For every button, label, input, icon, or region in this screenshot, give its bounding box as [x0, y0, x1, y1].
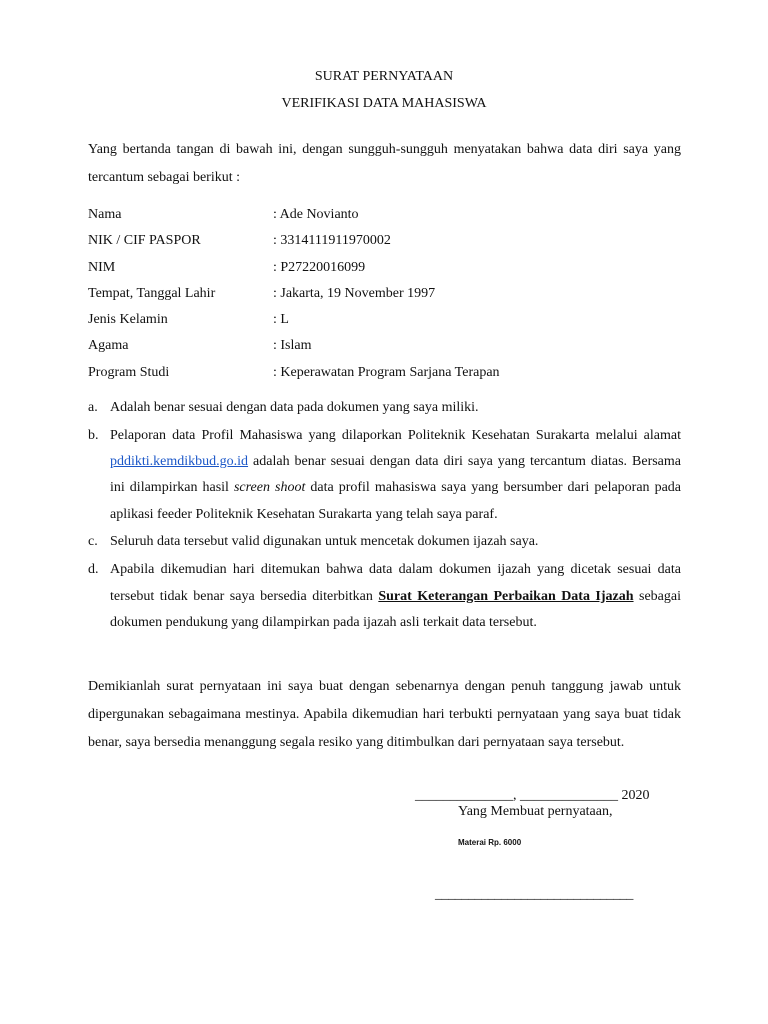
identity-row-birth	[88, 281, 688, 307]
identity-label: NIK / CIF PASPOR	[88, 233, 201, 249]
statement-text: Adalah benar sesuai dengan data pada dokumen yang saya miliki.	[110, 400, 479, 415]
statement-text-part: Apabila dikemudian hari ditemukan bahwa data dalam dokumen ijazah yang dicetak sesuai data tersebut tidak benar saya bersedia diterbitkan	[110, 562, 681, 604]
identity-row-nik	[88, 228, 688, 254]
statement-item-b	[88, 423, 681, 528]
list-marker: d.	[88, 562, 99, 578]
document-subtitle: VERIFIKASI DATA MAHASISWA	[281, 96, 487, 111]
materai-stamp-label: Materai Rp. 6000	[458, 838, 522, 847]
statement-list	[88, 395, 681, 638]
list-marker: b.	[88, 427, 99, 443]
signature-line: ______________________________	[435, 887, 634, 902]
identity-value: : P27220016099	[273, 259, 366, 275]
identity-label: NIM	[88, 259, 116, 275]
identity-value: : L	[273, 312, 289, 328]
statement-text: Seluruh data tersebut valid digunakan untuk mencetak dokumen ijazah saya.	[110, 534, 539, 550]
list-marker: a.	[88, 400, 98, 415]
statement-item-d	[88, 557, 681, 636]
identity-value: : Ade Novianto	[273, 207, 359, 222]
identity-row-religion	[88, 333, 688, 359]
statement-text-part: sebagai dokumen pendukung yang dilampirkan pada ijazah asli terkait data tersebut.	[110, 588, 681, 630]
statement-item-c	[88, 529, 681, 555]
statement-text-part: data profil mahasiswa saya yang bersumber dari pelaporan pada aplikasi feeder Politeknik Kesehatan Surakarta yang telah saya paraf.	[110, 480, 681, 522]
statement-text	[110, 423, 681, 528]
identity-value: : 3314111911970002	[273, 233, 391, 249]
identity-label: Program Studi	[88, 364, 170, 380]
identity-value: : Islam	[273, 338, 312, 354]
identity-row-program	[88, 360, 688, 386]
identity-table	[88, 202, 688, 386]
statement-text-part: Pelaporan data Profil Mahasiswa yang dilaporkan Politeknik Kesehatan Surakarta melalui alamat	[110, 427, 681, 443]
screen-shoot-italic: screen shoot	[233, 480, 306, 496]
identity-row-nama	[88, 202, 688, 228]
identity-value: : Keperawatan Program Sarjana Terapan	[273, 364, 500, 380]
list-marker: c.	[88, 534, 98, 550]
statement-text	[110, 557, 681, 636]
identity-label: Jenis Kelamin	[88, 312, 168, 328]
identity-label: Nama	[88, 207, 122, 222]
signature-date-line: ______________, ______________ 2020	[415, 788, 650, 803]
pddikti-link[interactable]: pddikti.kemdikbud.go.id	[110, 454, 249, 470]
surat-keterangan-emphasis: Surat Keterangan Perbaikan Data Ijazah	[378, 588, 634, 604]
identity-label: Agama	[88, 338, 129, 354]
identity-row-nim	[88, 255, 688, 281]
identity-label: Tempat, Tanggal Lahir	[88, 285, 216, 301]
statement-item-a	[88, 395, 681, 421]
identity-row-gender	[88, 307, 688, 333]
document-title: SURAT PERNYATAAN	[314, 69, 454, 84]
document-header	[0, 66, 768, 115]
statement-text-part: adalah benar sesuai dengan data diri saya yang tercantum diatas. Bersama ini dilampirkan hasil	[110, 454, 681, 496]
intro-paragraph: Yang bertanda tangan di bawah ini, dengan sungguh-sungguh menyatakan bahwa data diri saya yang tercantum sebagai berikut :	[88, 142, 681, 185]
closing-paragraph: Demikianlah surat pernyataan ini saya buat dengan sebenarnya dengan penuh tanggung jawab untuk dipergunakan sebagaimana mestinya. Apabila dikemudian hari terbukti pernyataan yang saya buat tidak benar, saya bersedia menanggung segala resiko yang ditimbulkan dari pernyataan saya tersebut.	[88, 679, 681, 750]
identity-value: : Jakarta, 19 November 1997	[273, 285, 436, 301]
signature-title: Yang Membuat pernyataan,	[458, 804, 613, 819]
